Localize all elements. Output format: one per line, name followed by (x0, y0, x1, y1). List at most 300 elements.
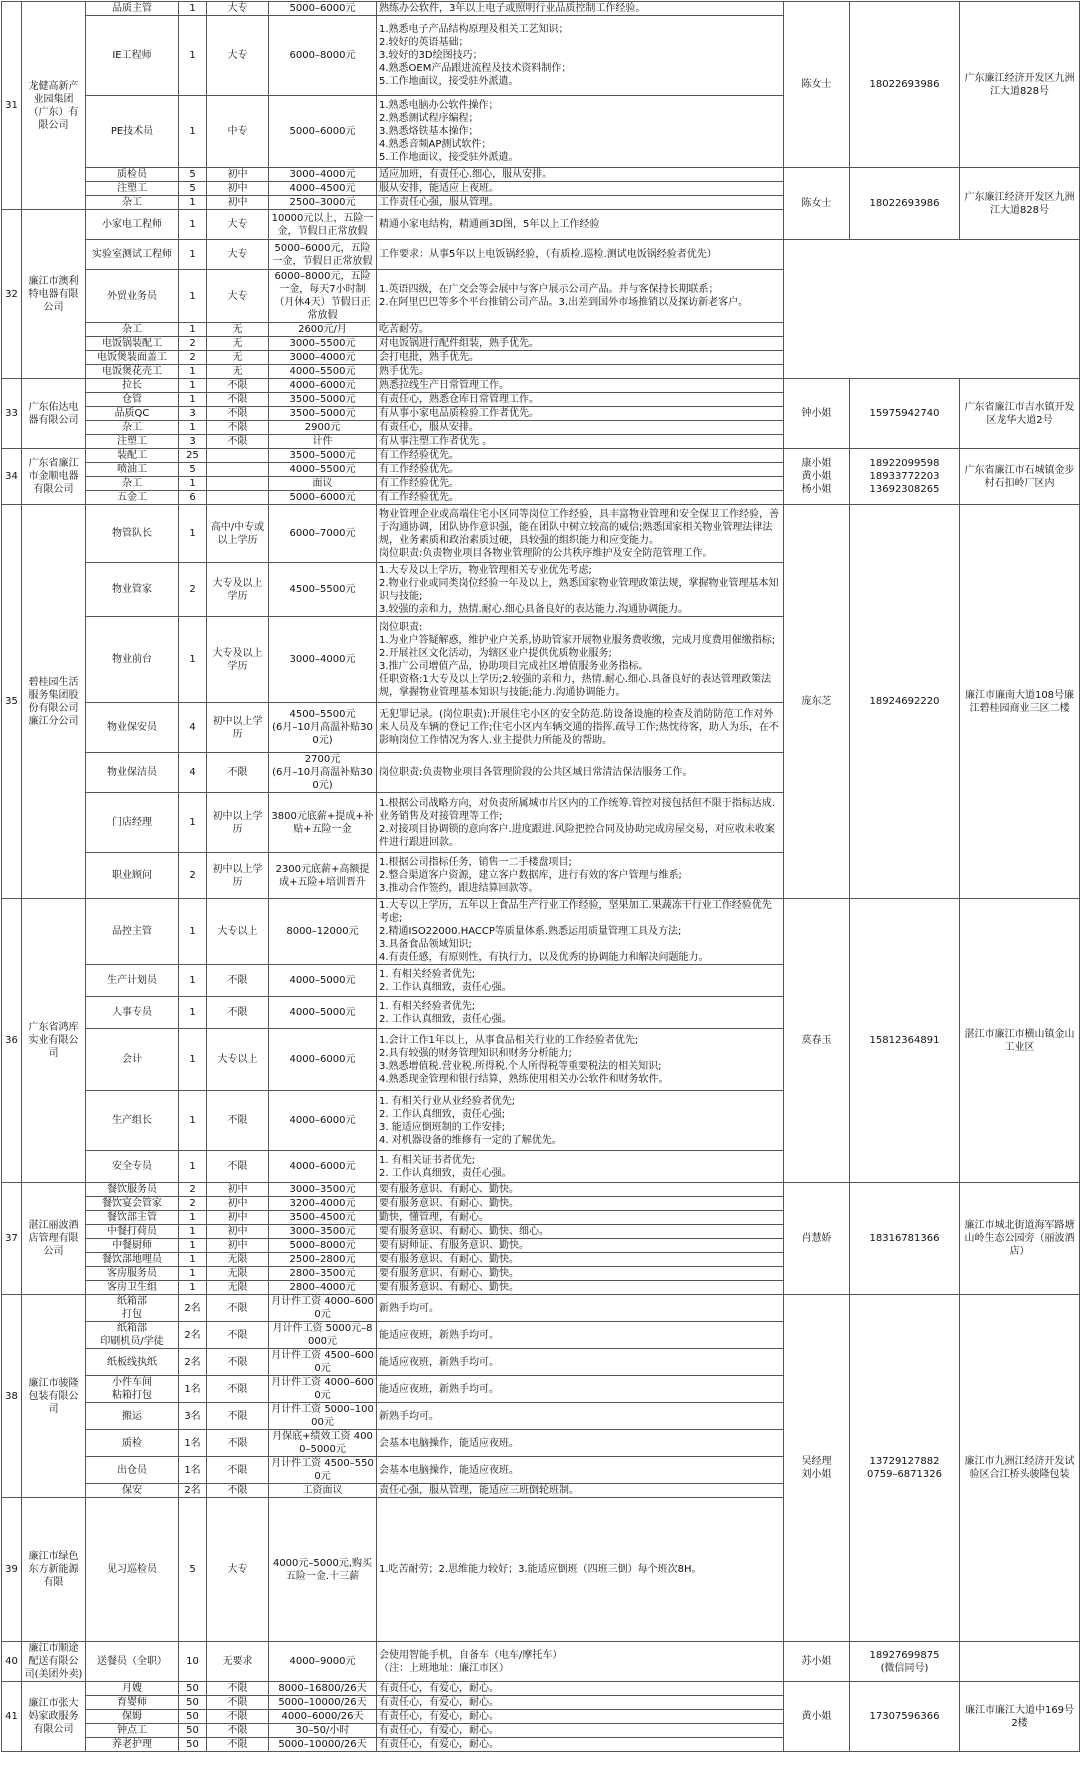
serial-number-cell: 38 (2, 1295, 22, 1498)
position-cell: 注塑工 (86, 435, 179, 449)
headcount-cell: 1 (179, 965, 207, 997)
table-row (2, 449, 1080, 463)
position-cell: 注塑工 (86, 182, 179, 196)
position-cell: 实验室测试工程师 (86, 240, 179, 270)
headcount-cell: 1 (179, 365, 207, 379)
position-cell: 物业管家 (86, 563, 179, 617)
company-name-cell: 碧桂园生活服务集团股份有限公司廉江分公司 (22, 505, 86, 899)
education-cell: 不限 (207, 379, 269, 393)
address-cell: 广东省廉江市吉水镇开发区龙华大道2号 (960, 379, 1080, 449)
requirements-cell: 1.大专及以上学历，物业管理相关专业优先考虑; 2.物业行业或同类岗位经验一年及以上，熟悉国家物业管理政策法规，掌握物业管理基本知识与技能; 3.较强的亲和力，热情.耐心.细心具备良好的表达能力.沟通协调能力。 (377, 563, 784, 617)
education-cell: 不限 (207, 1738, 269, 1752)
position-cell: 保安 (86, 1484, 179, 1498)
headcount-cell: 1名 (179, 1457, 207, 1484)
salary-cell: 3000–4000元 (269, 168, 377, 182)
salary-cell: 5000–6000元 (269, 96, 377, 168)
phone-cell: 17307596366 (850, 1682, 960, 1752)
position-cell: 中餐厨师 (86, 1239, 179, 1253)
requirements-cell: 1.会计工作1年以上，从事食品相关行业的工作经验者优先; 2.具有较强的财务管理知识和财务分析能力; 3.熟悉增值税.营业税.所得税.个人所得税等重要税法的相关知识; 4.熟悉现金管理和银行结算，熟练使用相关办公软件和财务软件。 (377, 1029, 784, 1091)
address-cell (960, 1642, 1080, 1682)
salary-cell: 3500–5000元 (269, 393, 377, 407)
requirements-cell: 熟手优先。 (377, 365, 784, 379)
headcount-cell: 10 (179, 1642, 207, 1682)
salary-cell: 3500–5000元 (269, 449, 377, 463)
requirements-cell: 工作要求：从事5年以上电饭锅经验，（有质检.巡检.测试电饭锅经验者优先） (377, 240, 784, 270)
headcount-cell: 1 (179, 240, 207, 270)
education-cell: 无 (207, 323, 269, 337)
headcount-cell: 2 (179, 853, 207, 899)
requirements-cell: 有工作经验优先。 (377, 491, 784, 505)
position-cell: 养老护理 (86, 1738, 179, 1752)
position-cell: 品质QC (86, 407, 179, 421)
salary-cell: 5000–8000元 (269, 1239, 377, 1253)
education-cell: 不限 (207, 753, 269, 793)
salary-cell: 3000–4000元 (269, 617, 377, 703)
education-cell: 大专 (207, 16, 269, 96)
requirements-cell: 1. 有相关经验者优先; 2. 工作认真细致，责任心强。 (377, 965, 784, 997)
education-cell: 不限 (207, 1091, 269, 1151)
salary-cell: 6000–8000元，五险一金，每天7小时制（月休4天）节假日正常放假 (269, 270, 377, 323)
salary-cell: 2500–2800元 (269, 1253, 377, 1267)
table-row (2, 365, 1080, 379)
requirements-cell: 岗位职责: 1.为业户答疑解惑，维护业户关系,协助管家开展物业服务费收缴，完成月度费用催缴指标; 2.开展社区文化活动，为辖区业户提供优质物业服务; 3.推广公司增值产品，协助项目完成社区增值服务业务指标。 任职资格:1大专及以上学历;2.较强的亲和力，热情.耐心.细心.具备良好的表达管理政策法规，掌握物业管理基本知识与技能;能力.沟通协调能力。 (377, 617, 784, 703)
position-cell: 月嫂 (86, 1682, 179, 1696)
salary-cell: 4000–6000元 (269, 1029, 377, 1091)
education-cell: 不限 (207, 1151, 269, 1183)
requirements-cell: 1. 有相关经验者优先; 2. 工作认真细致，责任心强。 (377, 997, 784, 1029)
headcount-cell: 1 (179, 16, 207, 96)
salary-cell: 3000–3500元 (269, 1183, 377, 1197)
table-row (2, 1183, 1080, 1197)
headcount-cell: 2 (179, 1183, 207, 1197)
requirements-cell: 服从安排，能适应上夜班。 (377, 182, 784, 196)
salary-cell: 5000–6000元，五险一金，节假日正常放假 (269, 240, 377, 270)
requirements-cell: 有责任心，熟悉仓库日常管理工作。 (377, 393, 784, 407)
salary-cell: 5000–10000/26天 (269, 1738, 377, 1752)
recruitment-table (1, 1, 1080, 1752)
headcount-cell: 50 (179, 1682, 207, 1696)
phone-cell: 18927699875 (微信同号) (850, 1642, 960, 1682)
phone-cell: 18922099598 18933772203 13692308265 (850, 449, 960, 505)
education-cell: 初中 (207, 196, 269, 210)
serial-number-cell: 39 (2, 1498, 22, 1642)
education-cell: 不限 (207, 1457, 269, 1484)
headcount-cell: 1名 (179, 1430, 207, 1457)
education-cell (207, 491, 269, 505)
contact-person-cell: 康小姐 黄小姐 杨小姐 (784, 449, 850, 505)
salary-cell: 2500–3000元 (269, 196, 377, 210)
position-cell: 生产组长 (86, 1091, 179, 1151)
requirements-cell: 责任心强，服从管理，能适应三班倒轮班制。 (377, 1484, 784, 1498)
position-cell: 餐饮部地哩员 (86, 1253, 179, 1267)
education-cell: 大专及以上学历 (207, 563, 269, 617)
requirements-cell: 有责任心，有爱心，耐心。 (377, 1710, 784, 1724)
position-cell: 电饭煲装面盖工 (86, 351, 179, 365)
position-cell: 餐饮部主管 (86, 1211, 179, 1225)
salary-cell: 10000元以上，五险一金，节假日正常放假 (269, 210, 377, 240)
salary-cell: 3000–5500元 (269, 337, 377, 351)
requirements-cell: 1.根据公司指标任务，销售一二手楼盘项目; 2.整合渠道客户资源，建立客户数据库，进行有效的客户管理与维系; 3.推动合作签约，跟进结算回款等。 (377, 853, 784, 899)
education-cell: 大专 (207, 240, 269, 270)
position-cell: 小家电工程师 (86, 210, 179, 240)
contact-person-cell: 莫春玉 (784, 899, 850, 1183)
salary-cell: 4000–6000元 (269, 1151, 377, 1183)
address-cell: 广东廉江经济开发区九洲江大道828号 (960, 2, 1080, 168)
phone-cell: 18316781366 (850, 1183, 960, 1295)
position-cell: 物管队长 (86, 505, 179, 563)
headcount-cell: 3名 (179, 1403, 207, 1430)
requirements-cell: 会使用智能手机，自备车（电车/摩托车） （注：上班地址：廉江市区） (377, 1642, 784, 1682)
position-cell: 客房服务员 (86, 1267, 179, 1281)
requirements-cell: 有工作经验优先。 (377, 477, 784, 491)
requirements-cell: 勤快，懂管理，有耐心。 (377, 1211, 784, 1225)
serial-number-cell: 34 (2, 449, 22, 505)
headcount-cell: 1 (179, 1029, 207, 1091)
headcount-cell: 1 (179, 997, 207, 1029)
position-cell: 拉长 (86, 379, 179, 393)
education-cell: 不限 (207, 1376, 269, 1403)
position-cell: 搬运 (86, 1403, 179, 1430)
salary-cell: 4000–5500元 (269, 463, 377, 477)
requirements-cell: 能适应夜班，新熟手均可。 (377, 1376, 784, 1403)
salary-cell: 面议 (269, 477, 377, 491)
phone-cell: 18022693986 (850, 2, 960, 168)
position-cell: 杂工 (86, 323, 179, 337)
headcount-cell: 1 (179, 617, 207, 703)
salary-cell: 2800–4000元 (269, 1281, 377, 1295)
education-cell: 初中 (207, 1211, 269, 1225)
requirements-cell: 有责任心，服从安排。 (377, 421, 784, 435)
requirements-cell: 新熟手均可。 (377, 1295, 784, 1322)
requirements-cell: 适应加班，有责任心.细心，服从安排。 (377, 168, 784, 182)
salary-cell: 2300元底薪+高额提成+五险+培训晋升 (269, 853, 377, 899)
requirements-cell: 要有服务意识、有耐心、勤快。 (377, 1183, 784, 1197)
salary-cell: 2600元/月 (269, 323, 377, 337)
salary-cell: 月计件工资 4000–6000元 (269, 1295, 377, 1322)
requirements-cell: 有责任心，有爱心，耐心。 (377, 1724, 784, 1738)
salary-cell: 4500–5500元 (269, 563, 377, 617)
salary-cell: 4000–6000元 (269, 379, 377, 393)
headcount-cell: 1 (179, 2, 207, 16)
headcount-cell: 2名 (179, 1349, 207, 1376)
position-cell: 五金工 (86, 491, 179, 505)
headcount-cell: 2名 (179, 1322, 207, 1349)
phone-cell: 18924692220 (850, 505, 960, 899)
education-cell: 初中以上学历 (207, 793, 269, 853)
education-cell: 不限 (207, 1295, 269, 1322)
table-row (2, 1642, 1080, 1682)
education-cell: 不限 (207, 1403, 269, 1430)
headcount-cell: 3 (179, 407, 207, 421)
salary-cell: 6000–8000元 (269, 16, 377, 96)
contact-person-cell: 陈女士 (784, 2, 850, 168)
position-cell: 杂工 (86, 477, 179, 491)
education-cell: 不限 (207, 393, 269, 407)
table-row (2, 337, 1080, 351)
salary-cell: 4000–5500元 (269, 365, 377, 379)
headcount-cell: 1 (179, 1211, 207, 1225)
position-cell: 纸板线执纸 (86, 1349, 179, 1376)
education-cell: 大专 (207, 2, 269, 16)
headcount-cell: 1 (179, 1281, 207, 1295)
company-name-cell: 廉江市张大妈家政服务有限公司 (22, 1682, 86, 1752)
requirements-cell: 会基本电脑操作，能适应夜班。 (377, 1457, 784, 1484)
headcount-cell: 1 (179, 1151, 207, 1183)
headcount-cell: 50 (179, 1710, 207, 1724)
requirements-cell: 要有服务意识、有耐心、勤快。 (377, 1267, 784, 1281)
headcount-cell: 4 (179, 703, 207, 753)
headcount-cell: 5 (179, 1498, 207, 1642)
headcount-cell: 1 (179, 379, 207, 393)
education-cell: 无 (207, 351, 269, 365)
salary-cell: 4000元–5000元,购买五险一金.十三薪 (269, 1498, 377, 1642)
education-cell: 初中以上学历 (207, 703, 269, 753)
table-row (2, 899, 1080, 965)
salary-cell: 2700元 (6月–10月高温补贴300元) (269, 753, 377, 793)
position-cell: 会计 (86, 1029, 179, 1091)
salary-cell: 5000–6000元 (269, 491, 377, 505)
position-cell: 物业前台 (86, 617, 179, 703)
education-cell: 无 (207, 337, 269, 351)
salary-cell: 8000–16800/26天 (269, 1682, 377, 1696)
salary-cell: 月计件工资 5000元–8000元 (269, 1322, 377, 1349)
salary-cell: 月计件工资 4500–6000元 (269, 1349, 377, 1376)
education-cell: 不限 (207, 1430, 269, 1457)
headcount-cell: 2名 (179, 1484, 207, 1498)
position-cell: 装配工 (86, 449, 179, 463)
phone-cell: 18022693986 (850, 168, 960, 240)
headcount-cell: 1 (179, 421, 207, 435)
education-cell: 不限 (207, 435, 269, 449)
contact-person-cell: 肖慧娇 (784, 1183, 850, 1295)
address-cell: 广东省廉江市石城镇金步村石扣岭厂区内 (960, 449, 1080, 505)
position-cell: PE技术员 (86, 96, 179, 168)
requirements-cell: 1. 有相关行业从业经验者优先; 2. 工作认真细致，责任心强; 3. 能适应倒班制的工作安排; 4. 对机器设备的维修有一定的了解优先。 (377, 1091, 784, 1151)
position-cell: 品控主管 (86, 899, 179, 965)
education-cell: 不限 (207, 1484, 269, 1498)
position-cell: 职业顾问 (86, 853, 179, 899)
position-cell: 餐饮宴会管家 (86, 1197, 179, 1211)
position-cell: 品质主管 (86, 2, 179, 16)
requirements-cell: 能适应夜班，新熟手均可。 (377, 1349, 784, 1376)
position-cell: 纸箱部 打包 (86, 1295, 179, 1322)
salary-cell: 计件 (269, 435, 377, 449)
salary-cell: 8000–12000元 (269, 899, 377, 965)
position-cell: 质检 (86, 1430, 179, 1457)
salary-cell: 4000–5000元 (269, 997, 377, 1029)
position-cell: 客房卫生组 (86, 1281, 179, 1295)
headcount-cell: 1 (179, 899, 207, 965)
salary-cell: 2800–3500元 (269, 1267, 377, 1281)
position-cell: 钟点工 (86, 1724, 179, 1738)
education-cell: 不限 (207, 1682, 269, 1696)
salary-cell: 3500–5000元 (269, 407, 377, 421)
position-cell: 电饭煲花壳工 (86, 365, 179, 379)
salary-cell: 4500–5500元 (6月–10月高温补贴300元) (269, 703, 377, 753)
salary-cell: 3000–3500元 (269, 1225, 377, 1239)
headcount-cell: 50 (179, 1724, 207, 1738)
position-cell: 保姆 (86, 1710, 179, 1724)
salary-cell: 3200–4000元 (269, 1197, 377, 1211)
position-cell: 出仓员 (86, 1457, 179, 1484)
headcount-cell: 1 (179, 1253, 207, 1267)
position-cell: 外贸业务员 (86, 270, 179, 323)
education-cell: 初中 (207, 1225, 269, 1239)
headcount-cell: 1 (179, 323, 207, 337)
education-cell: 中专 (207, 96, 269, 168)
position-cell: 中餐打荷员 (86, 1225, 179, 1239)
phone-cell: 15975942740 (850, 379, 960, 449)
position-cell: 见习巡检员 (86, 1498, 179, 1642)
requirements-cell: 要有服务意识、有耐心、勤快、细心。 (377, 1225, 784, 1239)
company-name-cell: 龙健高新产业园集团（广东）有限公司 (22, 2, 86, 210)
address-cell: 廉江市城北街道海军路塘山岭生态公园旁（丽波酒店） (960, 1183, 1080, 1295)
position-cell: 送餐员（全职） (86, 1642, 179, 1682)
headcount-cell: 2 (179, 337, 207, 351)
serial-number-cell: 40 (2, 1642, 22, 1682)
requirements-cell: 1. 有相关证书者优先; 2. 工作认真细致，责任心强。 (377, 1151, 784, 1183)
table-row (2, 240, 1080, 270)
position-cell: 育婴师 (86, 1696, 179, 1710)
serial-number-cell: 41 (2, 1682, 22, 1752)
headcount-cell: 6 (179, 491, 207, 505)
requirements-cell: 有责任心，有爱心，耐心。 (377, 1696, 784, 1710)
headcount-cell: 2 (179, 351, 207, 365)
position-cell: IE工程师 (86, 16, 179, 96)
table-row (2, 1295, 1080, 1322)
contact-person-cell: 黄小姐 (784, 1682, 850, 1752)
requirements-cell: 物业管理企业或高端住宅小区同等岗位工作经验，具丰富物业管理和安全保卫工作经验，善于沟通协调，团队协作意识强，能在团队中树立较高的威信;熟悉国家相关物业管理法律法规，业务素质和政治素质过硬，具较强的组织能力和应变能力。 岗位职责:负责物业项目各物业管理阶的公共秩序维护及安全防范管理工作。 (377, 505, 784, 563)
table-row (2, 2, 1080, 16)
requirements-cell: 有从事注塑工作者优先 。 (377, 435, 784, 449)
salary-cell: 5000–10000/26天 (269, 1696, 377, 1710)
address-cell: 湛江市廉江市横山镇金山工业区 (960, 899, 1080, 1183)
education-cell: 不限 (207, 997, 269, 1029)
requirements-cell: 会打电批，熟手优先。 (377, 351, 784, 365)
education-cell: 无要求 (207, 1642, 269, 1682)
headcount-cell: 2 (179, 563, 207, 617)
headcount-cell: 2名 (179, 1295, 207, 1322)
headcount-cell: 1 (179, 1225, 207, 1239)
salary-cell: 30–50/小时 (269, 1724, 377, 1738)
address-cell: 广东廉江经济开发区九洲江大道828号 (960, 168, 1080, 240)
serial-number-cell: 36 (2, 899, 22, 1183)
serial-number-cell: 31 (2, 2, 22, 210)
education-cell: 不限 (207, 407, 269, 421)
salary-cell: 5000–6000元 (269, 2, 377, 16)
headcount-cell: 1 (179, 477, 207, 491)
headcount-cell: 1 (179, 96, 207, 168)
serial-number-cell: 33 (2, 379, 22, 449)
requirements-cell: 要有服务意识、有耐心、勤快。 (377, 1197, 784, 1211)
address-cell: 廉江市廉南大道108号廉江碧桂园商业三区二楼 (960, 505, 1080, 899)
requirements-cell: 新熟手均可。 (377, 1403, 784, 1430)
requirements-cell: 熟练办公软件，3年以上电子或照明行业品质控制工作经验。 (377, 2, 784, 16)
requirements-cell: 要有厨师证、有服务意识、勤快。 (377, 1239, 784, 1253)
salary-cell: 4000–9000元 (269, 1642, 377, 1682)
education-cell: 大专以上 (207, 1029, 269, 1091)
requirements-cell: 1.根据公司战略方向，对负责所属城市片区内的工作统筹.管控对接包括但不限于指标达成.业务销售及对接管理等工作; 2.对接项目协调锁的意向客户.进度跟进.风险把控合同及协助完成房屋交易，对应收未收案件进行跟进回款。 (377, 793, 784, 853)
education-cell: 不限 (207, 1696, 269, 1710)
headcount-cell: 1 (179, 1091, 207, 1151)
salary-cell: 4000–4500元 (269, 182, 377, 196)
requirements-cell: 有工作经验优先。 (377, 463, 784, 477)
education-cell (207, 477, 269, 491)
education-cell: 初中 (207, 1239, 269, 1253)
requirements-cell: 1.大专以上学历，五年以上食品生产行业工作经验，坚果加工.果蔬冻干行业工作经验优先考虑; 2.精通ISO22000.HACCP等质量体系.熟悉运用质量管理工具及方法; 3.具备食品领域知识; 4.有责任感，有原则性，有执行力，以及优秀的协调能力和解决问题能力。 (377, 899, 784, 965)
headcount-cell: 5 (179, 168, 207, 182)
position-cell: 餐饮服务员 (86, 1183, 179, 1197)
phone-cell: 15812364891 (850, 899, 960, 1183)
education-cell: 不限 (207, 965, 269, 997)
salary-cell: 月计件工资 5000–10000元 (269, 1403, 377, 1430)
requirements-cell: 熟悉拉线生产日常管理工作。 (377, 379, 784, 393)
headcount-cell: 1 (179, 210, 207, 240)
education-cell: 大专 (207, 1498, 269, 1642)
requirements-cell: 能适应夜班，新熟手均可。 (377, 1322, 784, 1349)
education-cell: 大专以上 (207, 899, 269, 965)
salary-cell: 3500–4500元 (269, 1211, 377, 1225)
education-cell: 高中/中专或以上学历 (207, 505, 269, 563)
position-cell: 人事专员 (86, 997, 179, 1029)
phone-cell: 13729127882 0759–6871326 (850, 1295, 960, 1642)
requirements-cell: 有责任心，有爱心，耐心。 (377, 1682, 784, 1696)
requirements-cell: 岗位职责:负责物业项目各管理阶段的公共区域日常清洁保洁服务工作。 (377, 753, 784, 793)
position-cell: 小件车间 粘箱打包 (86, 1376, 179, 1403)
company-name-cell: 广东佑达电器有限公司 (22, 379, 86, 449)
contact-person-cell: 庞东芝 (784, 505, 850, 899)
table-row (2, 351, 1080, 365)
requirements-cell: 精通小家电结构，精通画3D图，5年以上工作经验 (377, 210, 784, 240)
headcount-cell: 5 (179, 182, 207, 196)
education-cell: 不限 (207, 1724, 269, 1738)
company-name-cell: 湛江丽波酒店管理有限公司 (22, 1183, 86, 1295)
headcount-cell: 5 (179, 463, 207, 477)
contact-person-cell: 吴经理 刘小姐 (784, 1295, 850, 1642)
education-cell: 大专及以上学历 (207, 617, 269, 703)
salary-cell: 月计件工资 4000–6000元 (269, 1376, 377, 1403)
position-cell: 质检员 (86, 168, 179, 182)
position-cell: 杂工 (86, 196, 179, 210)
education-cell: 初中以上学历 (207, 853, 269, 899)
requirements-cell: 1.熟悉电脑办公软件操作； 2.熟悉测试程序编程； 3.熟悉烙铁基本操作； 4.熟悉音频AP测试软件； 5.工作地面议，接受驻外派遣。 (377, 96, 784, 168)
company-name-cell: 广东省鸿库实业有限公司 (22, 899, 86, 1183)
requirements-cell: 1.熟悉电子产品结构原理及相关工艺知识； 2.较好的英语基础； 3.较好的3D绘图技巧； 4.熟悉OEM产品跟进流程及技术资料制作； 5.工作地面议，接受驻外派遣。 (377, 16, 784, 96)
table-row (2, 505, 1080, 563)
education-cell: 无 (207, 365, 269, 379)
headcount-cell: 1 (179, 270, 207, 323)
table-row (2, 323, 1080, 337)
salary-cell: 4000–6000元 (269, 1091, 377, 1151)
position-cell: 喷油工 (86, 463, 179, 477)
salary-cell: 2900元 (269, 421, 377, 435)
requirements-cell: 吃苦耐劳。 (377, 323, 784, 337)
requirements-cell: 1.吃苦耐劳；2.思维能力较好；3.能适应倒班（四班三倒）每个班次8H。 (377, 1498, 784, 1642)
requirements-cell: 要有服务意识、有耐心、勤快。 (377, 1281, 784, 1295)
position-cell: 门店经理 (86, 793, 179, 853)
company-name-cell: 廉江市骏隆包装有限公司 (22, 1295, 86, 1498)
table-row (2, 1682, 1080, 1696)
position-cell: 纸箱部 印刷机员/学徒 (86, 1322, 179, 1349)
requirements-cell: 有工作经验优先。 (377, 449, 784, 463)
contact-person-cell: 陈女士 (784, 168, 850, 240)
salary-cell: 3000–4000元 (269, 351, 377, 365)
education-cell: 初中 (207, 1197, 269, 1211)
position-cell: 物业保洁员 (86, 753, 179, 793)
headcount-cell: 1 (179, 1239, 207, 1253)
education-cell: 初中 (207, 1183, 269, 1197)
table-row (2, 168, 1080, 182)
